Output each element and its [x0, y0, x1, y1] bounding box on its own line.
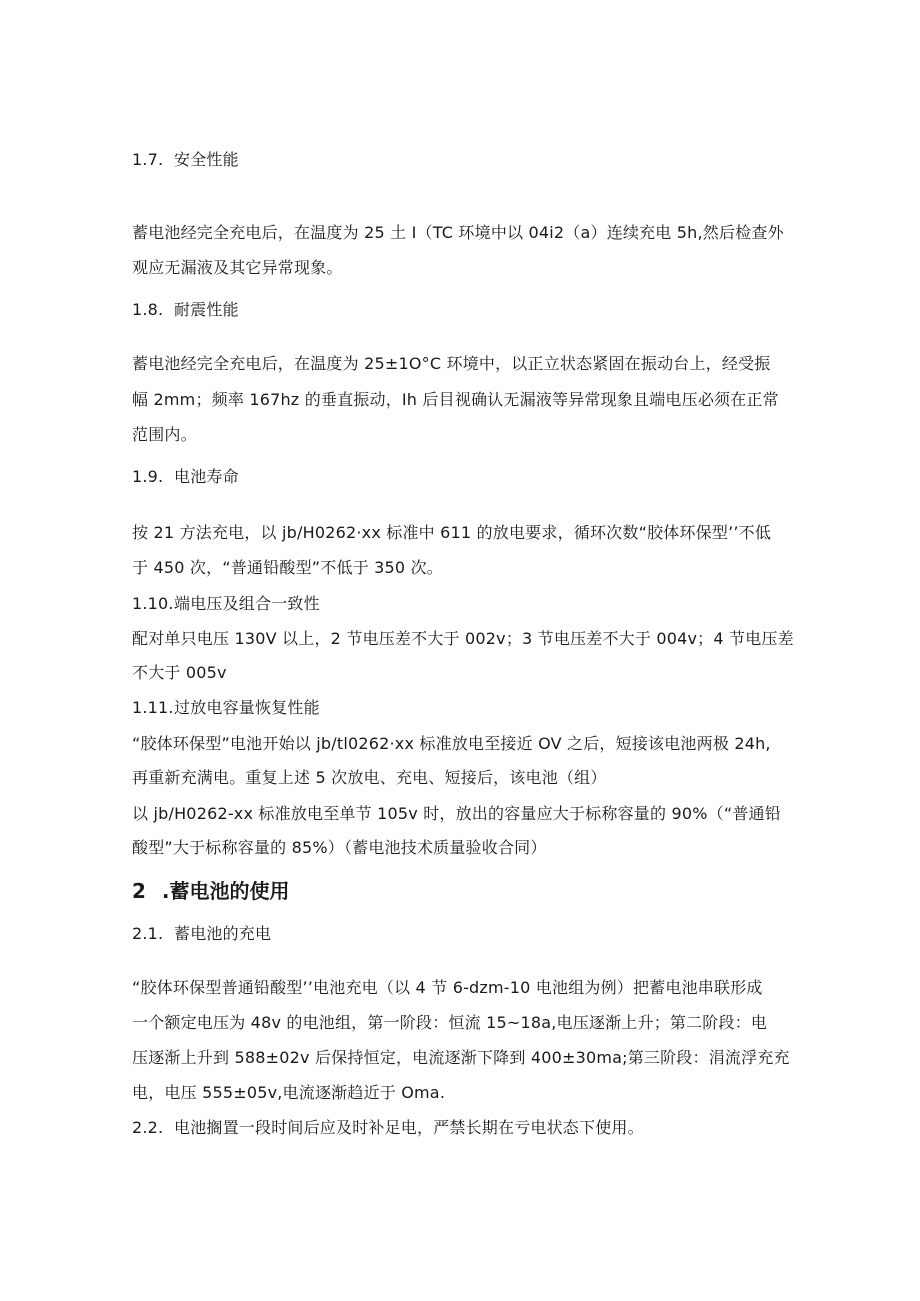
chapter-heading-2	[132, 879, 290, 903]
section-title: 端电压及组合一致性	[174, 594, 320, 613]
section-heading-1-8	[132, 300, 239, 320]
paragraph-line: 酸型”大于标称容量的 85%）（蓄电池技术质量验收合同）	[132, 838, 547, 857]
section-title: 过放电容量恢复性能	[174, 698, 320, 717]
paragraph-line: 不大于 005v	[132, 663, 227, 682]
section-title: 安全性能	[174, 150, 239, 169]
section-heading-2-1	[132, 924, 271, 944]
section-number: 2.1.	[132, 924, 164, 943]
section-heading-1-11	[132, 698, 320, 718]
paragraph-line: 蓄电池经完全充电后，在温度为 25±1O°C 环境中，以正立状态紧固在振动台上，经受振	[132, 354, 771, 373]
paragraph-line: 配对单只电压 130V 以上，2 节电压差不大于 002v；3 节电压差不大于 004v；4 节电压差	[132, 629, 794, 648]
paragraph-line: 压逐渐上升到 588±02v 后保持恒定，电流逐渐下降到 400±30ma;第三阶段：涓流浮充充	[132, 1048, 790, 1067]
section-title: 蓄电池的充电	[174, 924, 272, 943]
section-heading-2-2	[132, 1118, 644, 1138]
paragraph-line: 范围内。	[132, 425, 197, 444]
chapter-title: .蓄电池的使用	[161, 879, 290, 903]
paragraph-line: 蓄电池经完全充电后，在温度为 25 土 I（TC 环境中以 04i2（a）连续充电 5h,然后检查外	[132, 223, 784, 242]
section-heading-1-10	[132, 594, 320, 614]
section-heading-1-9	[132, 467, 239, 487]
paragraph-line: 于 450 次，“普通铅酸型”不低于 350 次。	[132, 558, 444, 577]
paragraph-line: 幅 2mm；频率 167hz 的垂直振动，Ih 后目视确认无漏液等异常现象且端电压必须在正常	[132, 390, 779, 409]
paragraph-line: 观应无漏液及其它异常现象。	[132, 258, 343, 277]
paragraph-line: “胶体环保型”电池开始以 jb∕tl0262·xx 标准放电至接近 OV 之后，短接该电池两极 24h,	[132, 734, 771, 753]
section-number: 2.2.	[132, 1118, 164, 1137]
chapter-number: 2	[132, 879, 146, 903]
paragraph-line: 按 21 方法充电，以 jb∕H0262·xx 标准中 611 的放电要求，循环次数“胶体环保型’’不低	[132, 523, 772, 542]
section-title: 耐震性能	[174, 300, 239, 319]
section-title: 电池寿命	[174, 467, 239, 486]
paragraph-line: 以 jb∕H0262-xx 标准放电至单节 105v 时，放出的容量应大于标称容量的 90%（“普通铅	[132, 804, 781, 823]
paragraph-line: 一个额定电压为 48v 的电池组，第一阶段：恒流 15~18a,电压逐渐上升；第二阶段：电	[132, 1013, 768, 1032]
paragraph-line: “胶体环保型普通铅酸型’’电池充电（以 4 节 6-dzm-10 电池组为例）把蓄电池串联形成	[132, 978, 763, 997]
paragraph-line: 再重新充满电。重复上述 5 次放电、充电、短接后，该电池（组）	[132, 768, 607, 787]
paragraph-line: 电，电压 555±05v,电流逐渐趋近于 Oma.	[132, 1083, 446, 1102]
section-number: 1.7.	[132, 150, 164, 169]
section-number: 1.10.	[132, 594, 174, 613]
section-number: 1.8.	[132, 300, 164, 319]
section-number: 1.9.	[132, 467, 164, 486]
section-number: 1.11.	[132, 698, 174, 717]
section-title: 电池搁置一段时间后应及时补足电，严禁长期在亏电状态下使用。	[174, 1118, 644, 1137]
section-heading-1-7	[132, 150, 239, 170]
